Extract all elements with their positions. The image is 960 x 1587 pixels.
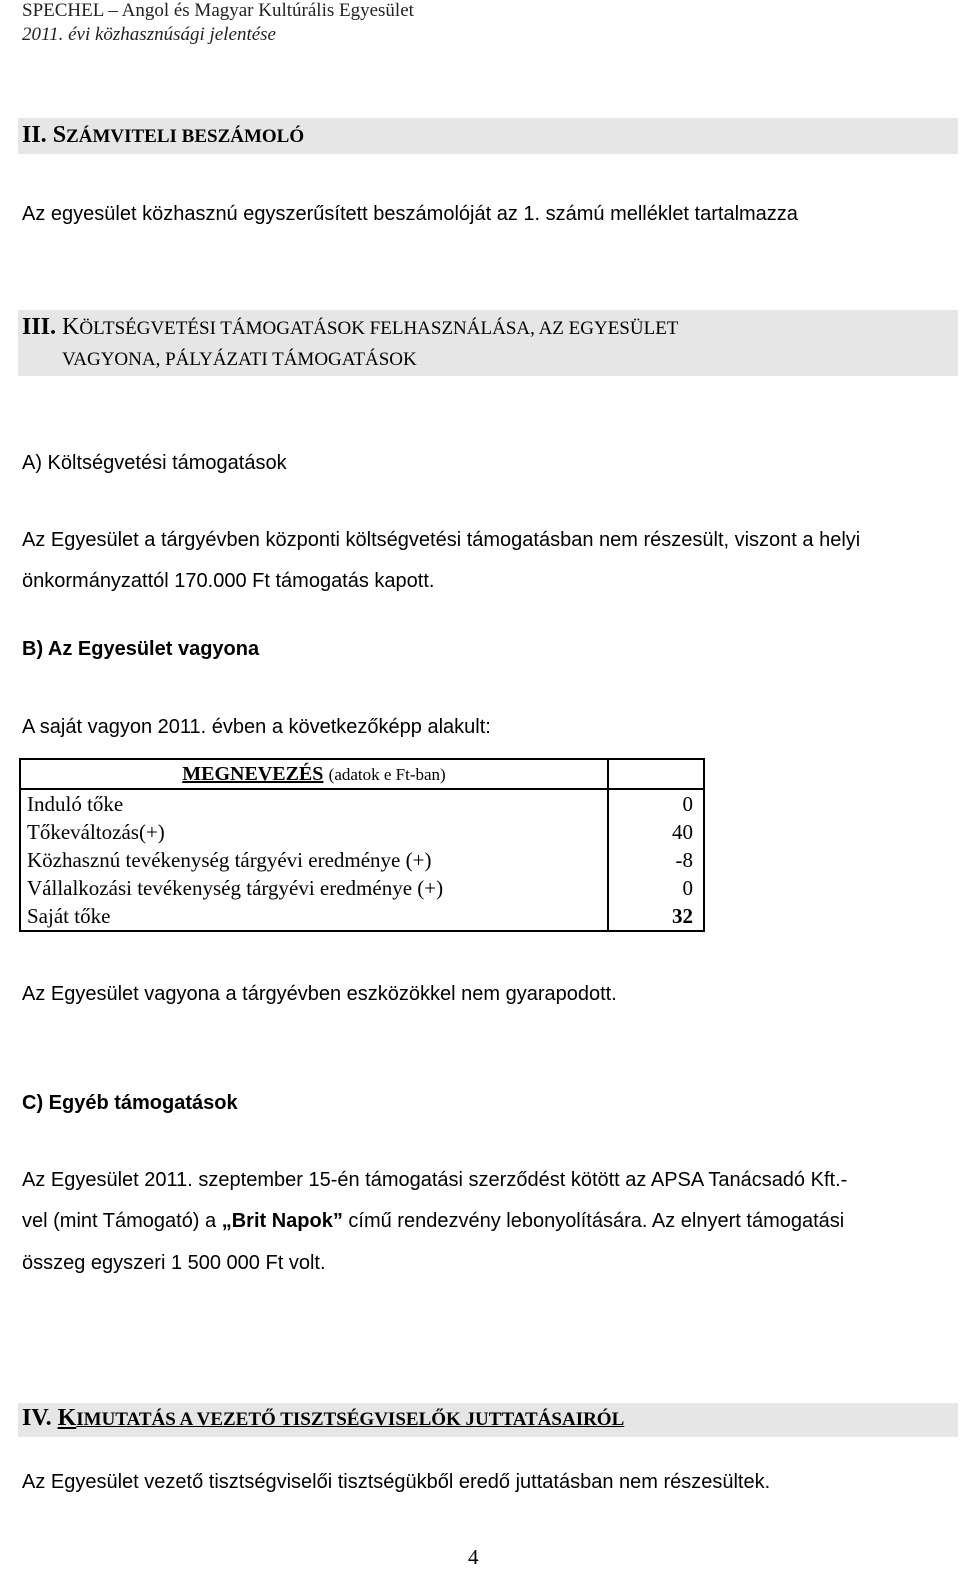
section-2-title-rest: ZÁMVITELI BESZÁMOLÓ	[66, 126, 305, 147]
table-row	[20, 874, 704, 902]
subsection-a-text-line1: Az Egyesület a tárgyévben központi költségvetési támogatásban nem részesült, viszont a helyi	[22, 529, 861, 551]
section-2-numeral: II.	[22, 122, 47, 148]
section-2-text: Az egyesület közhasznú egyszerűsített beszámolóját az 1. számú melléklet tartalmazza	[22, 203, 798, 225]
table-row-value: 32	[608, 902, 704, 931]
section-2-title	[22, 122, 304, 149]
table-row	[20, 818, 704, 846]
event-name: „Brit Napok”	[221, 1210, 343, 1232]
equity-table-header-row	[20, 759, 704, 789]
section-4-title-initial: K	[57, 1405, 77, 1431]
section-3-title-initial: K	[62, 314, 80, 340]
section-3-title-line1: ÖLTSÉGVETÉSI TÁMOGATÁSOK FELHASZNÁLÁSA, AZ EGYESÜLET	[79, 318, 679, 339]
table-row-value: 0	[608, 874, 704, 902]
subsection-c-line2-pre: vel (mint Támogató) a	[22, 1210, 222, 1232]
subsection-a-text-line2: önkormányzattól 170.000 Ft támogatás kapott.	[22, 570, 435, 592]
page-number: 4	[468, 1545, 479, 1569]
subsection-a-heading: A) Költségvetési támogatások	[22, 452, 287, 474]
section-4-numeral: IV.	[22, 1405, 52, 1431]
equity-table-header-value-cell	[608, 759, 704, 789]
table-row-value: 0	[608, 789, 704, 818]
table-row-label: Saját tőke	[20, 902, 608, 931]
table-row-label: Vállalkozási tevékenység tárgyévi eredménye (+)	[20, 874, 608, 902]
table-row-label: Tőkeváltozás(+)	[20, 818, 608, 846]
table-row-total	[20, 902, 704, 931]
equity-table-header-cell	[20, 759, 608, 789]
table-row	[20, 789, 704, 818]
section-4-text: Az Egyesület vezető tisztségviselői tisztségükből eredő juttatásban nem részesültek.	[22, 1471, 771, 1493]
subsection-b-after: Az Egyesület vagyona a tárgyévben eszközökkel nem gyarapodott.	[22, 983, 617, 1005]
subsection-b-heading: B) Az Egyesület vagyona	[22, 638, 260, 660]
table-row-label: Induló tőke	[20, 789, 608, 818]
table-row	[20, 846, 704, 874]
section-2-title-initial: S	[52, 122, 67, 148]
subsection-c-line2	[22, 1210, 844, 1233]
subsection-c-line3: összeg egyszeri 1 500 000 Ft volt.	[22, 1252, 326, 1274]
equity-table-header-main: MEGNEVEZÉS	[182, 763, 324, 785]
section-4-title-rest: IMUTATÁS A VEZETŐ TISZTSÉGVISELŐK JUTTATÁSAIRÓL	[76, 1409, 625, 1430]
subsection-c-line2-post: című rendezvény lebonyolítására. Az elnyert támogatási	[342, 1210, 845, 1232]
section-3-title	[22, 314, 678, 341]
equity-table-header-note: (adatok e Ft-ban)	[328, 765, 446, 784]
section-3-numeral: III.	[22, 314, 57, 340]
running-header-subtitle: 2011. évi közhasznúsági jelentése	[22, 24, 276, 45]
subsection-b-intro: A saját vagyon 2011. évben a következőképp alakult:	[22, 716, 491, 738]
subsection-c-line1: Az Egyesület 2011. szeptember 15-én támogatási szerződést kötött az APSA Tanácsadó Kft.-	[22, 1169, 848, 1191]
table-row-label: Közhasznú tevékenység tárgyévi eredménye (+)	[20, 846, 608, 874]
subsection-c-heading: C) Egyéb támogatások	[22, 1092, 238, 1114]
table-row-value: -8	[608, 846, 704, 874]
equity-table	[19, 758, 705, 932]
table-row-value: 40	[608, 818, 704, 846]
section-3-title-line2: VAGYONA, PÁLYÁZATI TÁMOGATÁSOK	[62, 349, 417, 370]
section-4-title	[22, 1405, 624, 1432]
running-header-title: SPECHEL – Angol és Magyar Kultúrális Egyesület	[22, 0, 414, 21]
